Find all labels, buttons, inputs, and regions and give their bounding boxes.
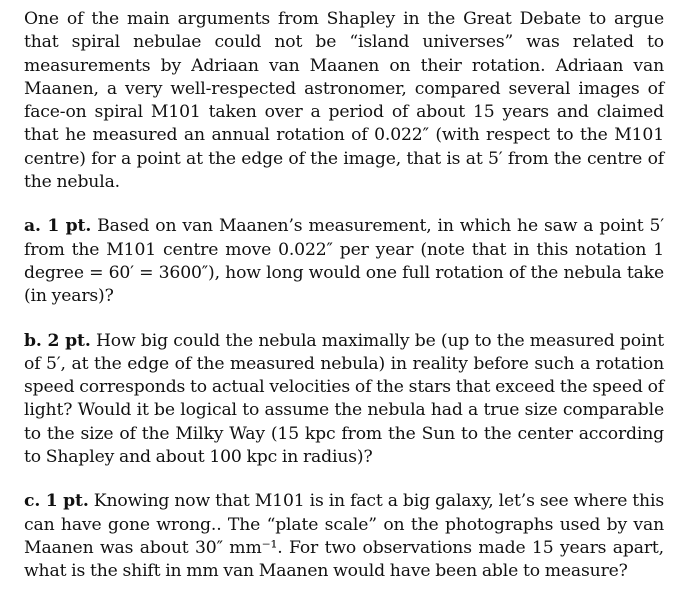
question-a-label: a. 1 pt. — [24, 216, 92, 237]
question-b — [24, 330, 664, 470]
question-a-text: Based on van Maanen’s measurement, in which he saw a point 5′ from the M101 centre move 0.022″ per year (note that in this notation 1 degree = 60′ = 3600″), how long would one full rotation of the nebula take (in years)? — [24, 216, 664, 307]
question-c — [24, 490, 664, 583]
question-a — [24, 215, 664, 308]
intro-paragraph: One of the main arguments from Shapley in the Great Debate to argue that spiral nebulae could not be “island universes” was related to measurements by Adriaan van Maanen on their rotation. Adriaan van Maanen, a very well-respected astronomer, compared several images of face-on spiral M101 taken over a period of about 15 years and claimed that he measured an annual rotation of 0.022″ (with respect to the M101 centre) for a point at the edge of the image, that is at 5′ from the centre of the nebula. — [24, 9, 664, 193]
question-c-label: c. 1 pt. — [24, 491, 89, 512]
question-c-text: Knowing now that M101 is in fact a big galaxy, let’s see where this can have gone wrong.. The “plate scale” on the photographs used by van Maanen was about 30″ mm⁻¹. For two observations made 15 years apart, what is the shift in mm van Maanen would have been able to measure? — [24, 491, 664, 582]
document-page — [24, 8, 664, 584]
question-b-text: How big could the nebula maximally be (up to the measured point of 5′, at the edge of the measured nebula) in reality before such a rotation speed corresponds to actual velocities of the stars that exceed the speed of light? Would it be logical to assume the nebula had a true size comparable to the size of the Milky Way (15 kpc from the Sun to the center according to Shapley and about 100 kpc in radius)? — [24, 330, 664, 468]
question-b-label: b. 2 pt. — [24, 330, 91, 351]
